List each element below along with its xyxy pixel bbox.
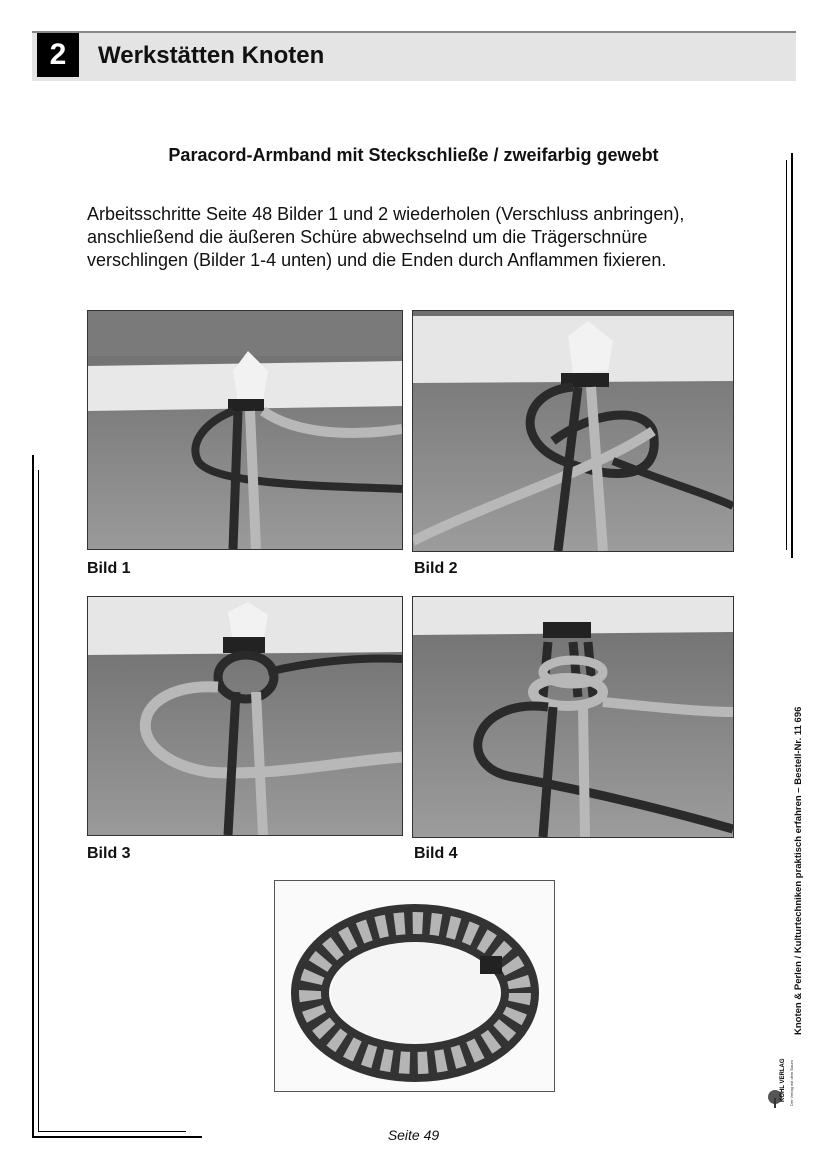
intro-line: anschließend die äußeren Schüre abwechselnd um die Trägerschnüre [87, 227, 648, 247]
intro-line: verschlingen (Bilder 1-4 unten) und die Enden durch Anflammen fixieren. [87, 250, 667, 270]
frame-line [786, 160, 787, 550]
chapter-number-badge [37, 33, 79, 77]
chapter-number: 2 [49, 38, 67, 71]
photo-caption: Bild 4 [414, 845, 458, 862]
section-subtitle: Paracord-Armband mit Steckschließe / zweifarbig gewebt [168, 145, 659, 165]
photo-caption: Bild 3 [87, 845, 131, 862]
intro-paragraph [87, 203, 767, 272]
frame-line [32, 455, 34, 1138]
photo-caption: Bild 1 [87, 560, 131, 577]
photo-step-3 [87, 596, 403, 836]
page-title: Werkstätten Knoten [98, 42, 325, 69]
svg-text:Der Verlag mit dem Baum: Der Verlag mit dem Baum [789, 1060, 794, 1106]
order-info-vertical: Knoten & Perlen / Kulturtechniken praktisch erfahren – Bestell-Nr. 11 696 [793, 706, 804, 1035]
photo-step-1 [87, 310, 403, 550]
photo-caption: Bild 2 [414, 560, 458, 577]
frame-line [38, 470, 39, 1132]
publisher-logo [766, 1040, 808, 1110]
photo-step-2 [412, 310, 734, 552]
intro-line: Arbeitsschritte Seite 48 Bilder 1 und 2 wiederholen (Verschluss anbringen), [87, 204, 685, 224]
photo-finished-bracelet [274, 880, 555, 1092]
svg-text:KOHL VERLAG: KOHL VERLAG [780, 1058, 786, 1102]
page-number: Seite 49 [387, 1127, 440, 1143]
frame-line [791, 153, 793, 558]
photo-step-4 [412, 596, 734, 838]
